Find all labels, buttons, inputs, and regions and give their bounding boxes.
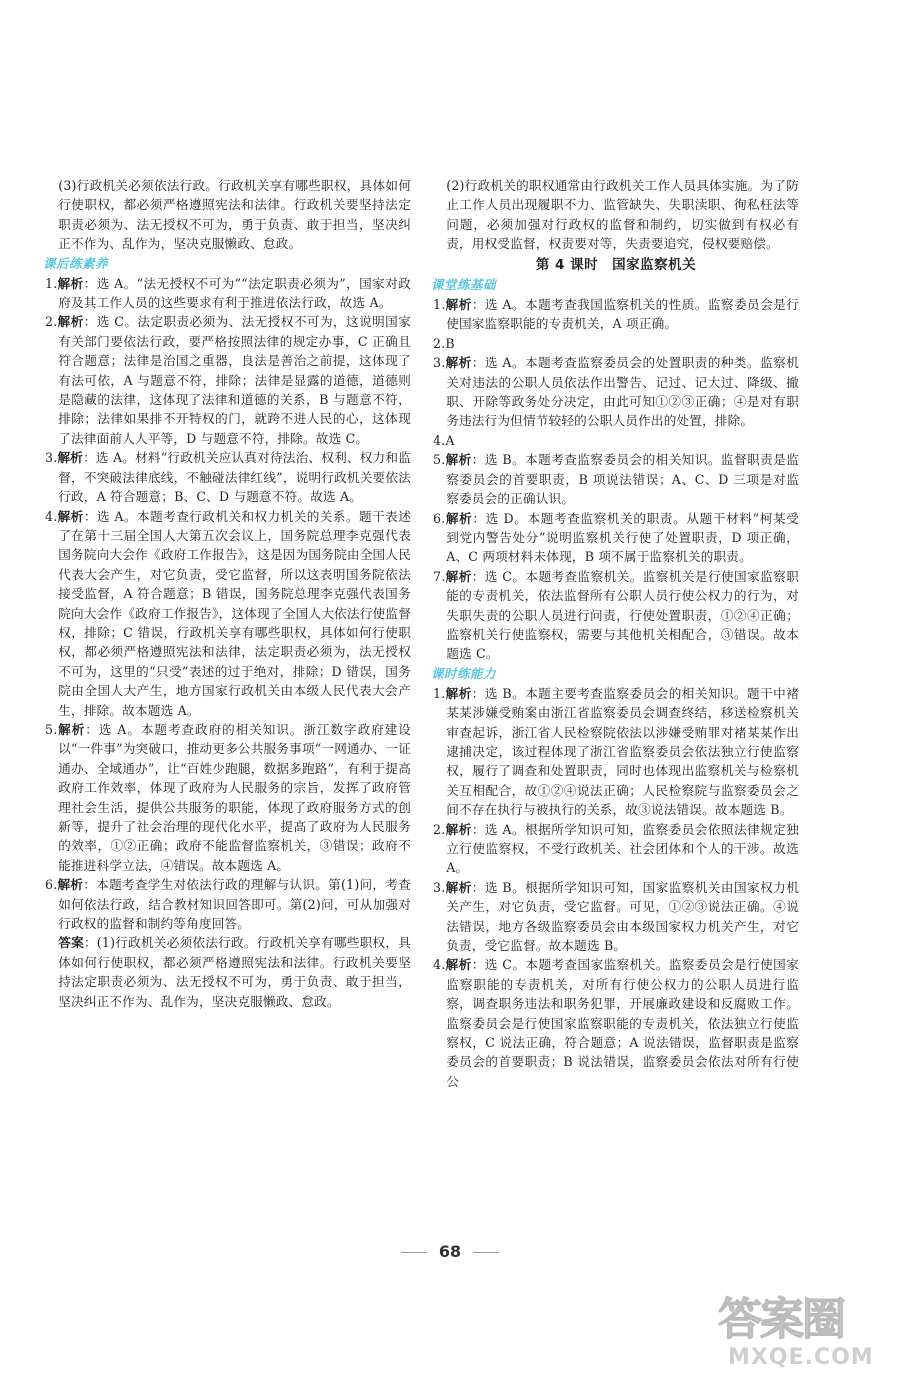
item-label: 解析 [445,685,472,701]
item-text: ：选 A。本题考查我国监察机关的性质。监察委员会是行使国家监察职能的专责机关，A 项正确。 [446,297,799,332]
item-label: 解析 [57,721,86,737]
item-text: A [445,432,455,448]
item-label: 解析 [445,355,472,371]
item-number: 3. [45,450,58,466]
section-tag-in-class: 课堂练基础 [431,277,497,293]
left-answer-list [45,274,411,934]
answer-item [433,878,799,956]
lesson-title: 第 4 课时 国家监察机关 [535,256,697,273]
item-text: ：选 B。根据所学知识可知，国家监察机关由国家权力机关产生，对它负责，受它监督。可见，①②③说法正确。④说法错误，地方各级监察委员会由本级国家权力机关产生，对它负责，受它监督。故本题选 B。 [446,879,799,954]
item-number: 4. [433,957,446,973]
item-text: ：选 A。本题考查政府的相关知识。浙江数字政府建设以“一件事”为突破口，推动更多公共服务事项“一网通办、一证通办、全域通办”，让“百姓少跑腿，数据多跑路”，有利于提高政府工作效率，体现了政府为人民服务的宗旨，发挥了政府管理社会生活，提供公共服务的职能，体现了政府服务方式的创新等，提升了社会治理的现代化水平，提高了政府为人民服务的效率，①②正确；政府不能监督监察机关，③错误；政府不能推进科学立法，④错误。故本题选 A。 [58,721,411,873]
watermark-logo: 答案圈 [718,1294,844,1345]
answer-item [433,431,799,450]
item-label: 解析 [57,314,84,330]
item-text: ：选 D。本题考查监察机关的职责。从题干材料“柯某受到党内警告处分”说明监察机关行使了处置职责，D 项正确，A、C 两项材料未体现，B 项不属于监察机关的职责。 [446,510,799,565]
item-number: 2. [433,821,446,837]
footer-rule-left [401,1252,427,1253]
item-number: 1. [433,297,446,313]
item-number: 5. [433,452,446,468]
answer-item [433,450,799,508]
item-text: ：选 C。本题考查监察机关。监察机关是行使国家监察职能的专责机关，依法监督所有公职人员行使公权力的行为，对失职失责的公职人员进行问责，行使处置职责，①②④正确；监察机关行使监察权，需要与其他机关相配合，③错误。故本题选 C。 [446,568,799,662]
answer-item [45,875,411,933]
item-text: ：选 C。法定职责必须为、法无授权不可为，这说明国家有关部门要依法行政，要严格按照法律的规定办事，C 正确且符合题意；法律是治国之重器，良法是善治之前提，这体现了有法可依，A 与题意不符，排除；法律是显露的道德，道德则是隐藏的法律，这体现了法律和道德的关系，B 与题意不符，排除；法律如果排不开特权的门，就跨不进人民的心，这体现了法律面前人人平等，D 与题意不符，排除。故选 C。 [58,314,411,446]
section-tag-after-class: 课后练素养 [43,255,109,271]
item-number: 2. [45,314,58,330]
item-text: ：选 A。材料“行政机关应认真对待法治、权利、权力和监督，不突破法律底线，不触碰法律红线”，说明行政机关要依法行政，A 符合题意；B、C、D 与题意不符。故选 A。 [58,450,411,505]
answer-item [433,295,799,334]
answer-item [433,684,799,820]
item-label: 解析 [445,879,472,895]
answer-item [433,820,799,878]
section-tag-ability: 课时练能力 [431,665,497,681]
right-answer-list-ability [433,684,799,1092]
item-label: 解析 [57,275,84,291]
watermark-url: MXQE.COM [728,1345,874,1370]
answer-text: ：(1)行政机关必须依法行政。行政机关享有哪些职权，具体如何行使职权，都必须严格遵照宪法和法律。行政机关要坚持法定职责必须为、法无授权不可为，勇于负责、敢于担当，坚决纠正不作为、乱作为，坚决克服懒政、怠政。 [58,935,411,1009]
item-number: 6. [433,510,446,526]
answer-item [45,274,411,313]
answer-paragraph [45,933,411,1011]
item-number: 6. [45,877,58,893]
item-label: 解析 [445,568,472,584]
item-text: ：本题考查学生对依法行政的理解与认识。第(1)问，考查如何依法行政，结合教材知识回答即可。第(2)问，可从加强对行政权的监督和制约等角度回答。 [58,877,411,932]
item-label: 解析 [445,452,472,468]
item-label: 解析 [57,877,84,893]
item-label: 解析 [445,957,472,973]
answer-item [433,955,799,1091]
item-number: 4. [45,508,58,524]
answer-item [45,448,411,506]
item-number: 4. [433,432,446,448]
item-number: 2. [433,335,446,351]
answer-item [433,334,799,353]
item-number: 1. [433,685,446,701]
footer-rule-right [473,1252,499,1253]
item-label: 解析 [445,510,473,526]
item-text: ：选 A。根据所学知识可知，监察委员会依照法律规定独立行使监察权，不受行政机关、社会团体和个人的干涉。故选 A。 [446,821,799,876]
right-answer-list-basic [433,295,799,664]
right-intro-paragraph: (2)行政机关的职权通常由行政机关工作人员具体实施。为了防止工作人员出现履职不力、监管缺失、失职渎职、徇私枉法等问题，必须加强对行政权的监督和制约，切实做到有权必有责，用权受监督，权责要对等，失责要追究，侵权要赔偿。 [446,178,799,252]
item-number: 1. [45,275,58,291]
answer-item [433,353,799,431]
item-label: 解析 [57,450,84,466]
item-text: ：选 C。本题考查国家监察机关。监察委员会是行使国家监察职能的专责机关，对所有行使公权力的公职人员进行监察，调查职务违法和职务犯罪，开展廉政建设和反腐败工作。监察委员会是行使国家监察职能的专责机关，依法独立行使监察权，C 说法正确，符合题意；A 说法错误，监督职责是监察委员会的首要职责；B 说法错误，监察委员会依法对所有行使公 [446,957,799,1089]
answer-item [45,507,411,720]
item-number: 5. [45,721,58,737]
answer-item [45,312,411,448]
item-label: 解析 [445,297,472,313]
item-text: ：选 B。本题考查监察委员会的相关知识。监督职责是监察委员会的首要职责，B 项说法错误；A、C、D 三项是对监察委员会的正确认识。 [446,452,799,507]
left-intro-paragraph: (3)行政机关必须依法行政。行政机关享有哪些职权，具体如何行使职权，都必须严格遵照宪法和法律。行政机关要坚持法定职责必须为、法无授权不可为，勇于负责、敢于担当，坚决纠正不作为、乱作为，坚决克服懒政、怠政。 [58,178,411,252]
page-number: 68 [438,1242,462,1261]
answer-item [433,567,799,664]
left-column [45,176,411,1011]
right-column [433,176,799,1091]
item-text: ：选 A。本题考查行政机关和权力机关的关系。题干表述了在第十三届全国人大第五次会议上，国务院总理李克强代表国务院向大会作《政府工作报告》，这是因为国务院由全国人民代表大会产生，对它负责，受它监督，所以这表明国务院依法接受监督，A 符合题意；B 错误，国务院总理李克强代表国务院向大会作《政府工作报告》，这体现了全国人大依法行使监督权，排除；C 错误，行政机关享有哪些职权，具体如何行使职权，都必须严格遵照宪法和法律，法定职责必须为，法无授权不可为，这里的“只受”表述的过于绝对，排除；D 错误，国务院由全国人大产生，地方国家行政机关由本级人民代表大会产生，排除。故本题选 A。 [58,508,411,718]
item-number: 3. [433,355,446,371]
item-text: ：选 A。本题考查监察委员会的处置职责的种类。监察机关对违法的公职人员依法作出警告、记过、记大过、降级、撤职、开除等政务处分决定，由此可知①②③正确；④是对有职务违法行为但情节较轻的公职人员作出的处置，排除。 [446,355,799,429]
watermark [718,1283,893,1383]
item-text: ：选 A。“法无授权不可为”“法定职责必须为”，国家对政府及其工作人员的这些要求有利于推进依法行政，故选 A。 [58,275,412,311]
page-footer [0,1242,900,1261]
item-number: 7. [433,568,446,584]
answer-label: 答案 [58,935,84,951]
answer-item [45,720,411,875]
item-text: ：选 B。本题主要考查监察委员会的相关知识。题干中褚某某涉嫌受贿案由浙江省监察委员会调查终结，移送检察机关审查起诉，浙江省人民检察院依法以涉嫌受贿罪对褚某某作出逮捕决定，该过程体现了浙江省监察委员会依法独立行使监察权，履行了调查和处置职责，同时也体现出监察机关与检察机关互相配合，故①②④说法正确；人民检察院与监察委员会之间不存在执行与被执行的关系，故③说法错误。故本题选 B。 [446,685,799,818]
item-label: 解析 [57,508,84,524]
item-text: B [445,335,455,351]
item-number: 3. [433,879,446,895]
answer-item [433,509,799,567]
item-label: 解析 [445,821,472,837]
